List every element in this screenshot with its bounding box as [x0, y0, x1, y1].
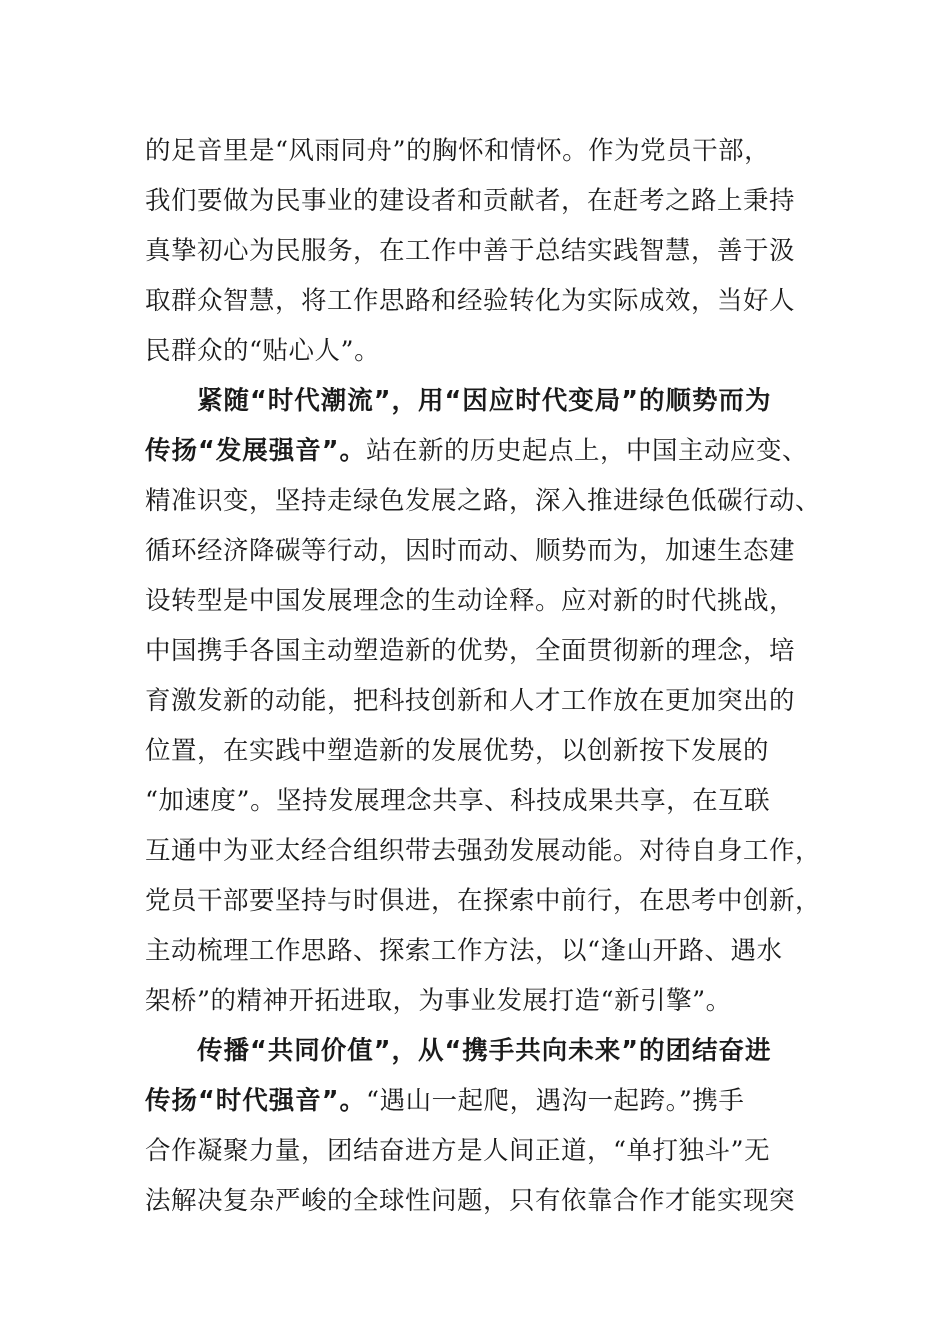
bold-heading: 传扬“时代强音”。 — [145, 1086, 367, 1116]
text-line: 法解决复杂严峻的全球性问题，只有依靠合作才能实现突 — [145, 1186, 796, 1216]
text-line: 精准识变，坚持走绿色发展之路，深入推进绿色低碳行动、 — [145, 486, 822, 516]
text-line: 的足音里是“风雨同舟”的胸怀和情怀。作为党员干部， — [145, 136, 771, 166]
body-text — [145, 126, 822, 1226]
text-line: 主动梳理工作思路、探索工作方法，以“逢山开路、遇水 — [145, 936, 783, 966]
text-line: 民群众的“贴心人”。 — [145, 336, 381, 366]
text-line: 党员干部要坚持与时俱进，在探索中前行，在思考中创新， — [145, 886, 822, 916]
text-line: 取群众智慧，将工作思路和经验转化为实际成效，当好人 — [145, 286, 796, 316]
bold-heading: 传扬“发展强音”。 — [145, 436, 367, 466]
bold-heading: 传播“共同价值”，从“携手共向未来”的团结奋进 — [197, 1036, 772, 1066]
text-run: “遇山一起爬，遇沟一起跨。”携手 — [366, 1086, 745, 1116]
paragraph-heading-line — [145, 1076, 805, 1126]
text-line: 育激发新的动能，把科技创新和人才工作放在更加突出的 — [145, 686, 796, 716]
paragraph-heading-line — [145, 426, 809, 476]
text-line: 我们要做为民事业的建设者和贡献者，在赶考之路上秉持 — [145, 186, 796, 216]
text-line: 位置，在实践中塑造新的发展优势，以创新按下发展的 — [145, 736, 770, 766]
text-line: 真挚初心为民服务，在工作中善于总结实践智慧，善于汲 — [145, 236, 796, 266]
paragraph-heading-line — [145, 1026, 805, 1076]
paragraph-heading-line — [145, 376, 805, 426]
text-line: 设转型是中国发展理念的生动诠释。应对新的时代挑战， — [145, 586, 796, 616]
text-line: 互通中为亚太经合组织带去强劲发展动能。对待自身工作， — [145, 836, 822, 866]
text-line: 合作凝聚力量，团结奋进方是人间正道，“单打独斗”无 — [145, 1136, 771, 1166]
text-line: 中国携手各国主动塑造新的优势，全面贯彻新的理念，培 — [145, 636, 796, 666]
bold-heading: 紧随“时代潮流”，用“因应时代变局”的顺势而为 — [197, 386, 772, 416]
text-run: 站在新的历史起点上，中国主动应变、 — [366, 436, 809, 466]
text-line: 架桥”的精神开拓进取，为事业发展打造“新引擎”。 — [145, 986, 732, 1016]
text-line: “加速度”。坚持发展理念共享、科技成果共享，在互联 — [145, 786, 771, 816]
text-line: 循环经济降碳等行动，因时而动、顺势而为，加速生态建 — [145, 536, 796, 566]
